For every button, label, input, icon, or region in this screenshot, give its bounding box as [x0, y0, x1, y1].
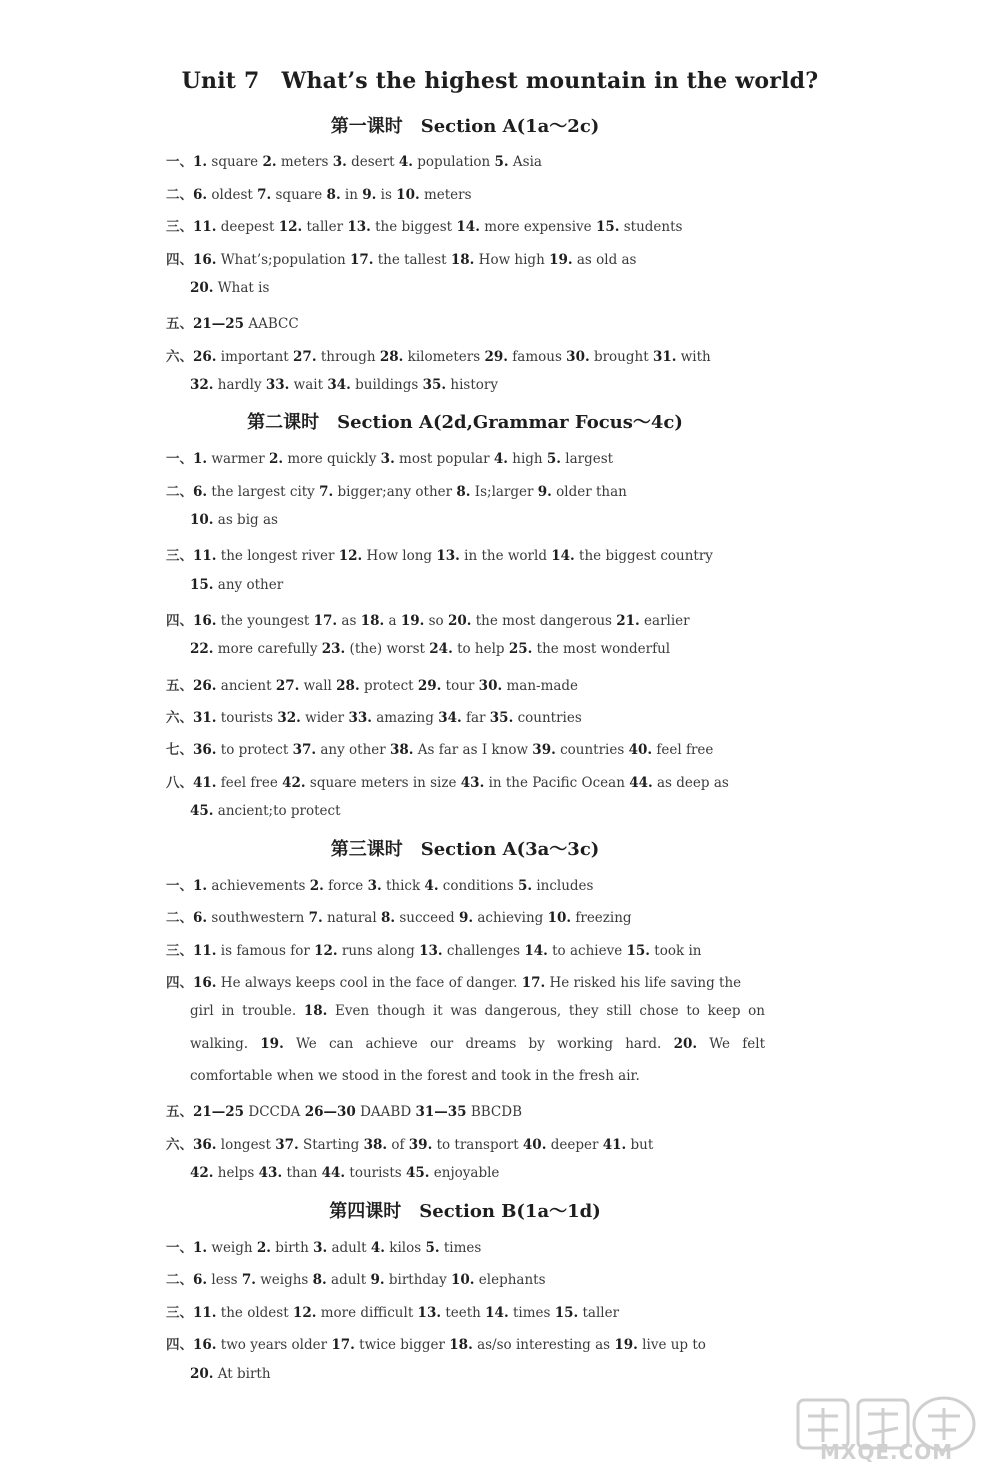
- answer-line: 42. helps 43. than 44. tourists 45. enjoyable: [190, 1165, 500, 1181]
- lesson-label: 第二课时: [247, 412, 320, 433]
- answer-line: 六、26. important 27. through 28. kilometers 29. famous 30. brought 31. with: [166, 349, 711, 365]
- section-name: Section B(1a～1d): [419, 1201, 601, 1222]
- lesson-label: 第三课时: [330, 839, 403, 860]
- answer-line: 10. as big as: [190, 512, 278, 528]
- answer-line: 三、11. the longest river 12. How long 13. in the world 14. the biggest country: [166, 548, 713, 564]
- section-heading: [0, 112, 930, 138]
- answer-line: 二、6. southwestern 7. natural 8. succeed 9. achieving 10. freezing: [166, 910, 632, 926]
- answer-line: 三、11. deepest 12. taller 13. the biggest 14. more expensive 15. students: [166, 219, 683, 235]
- section-name: Section A(3a～3c): [420, 839, 600, 860]
- answer-line: 二、6. oldest 7. square 8. in 9. is 10. meters: [166, 187, 472, 203]
- answer-line: 20. What is: [190, 280, 270, 296]
- answer-line: 六、36. longest 37. Starting 38. of 39. to transport 40. deeper 41. but: [166, 1137, 654, 1153]
- answer-line: girl in trouble. 18. Even though it was dangerous, they still chose to keep on: [190, 1003, 765, 1019]
- answer-line: 四、16. What’s;population 17. the tallest 18. How high 19. as old as: [166, 252, 637, 268]
- unit-title: [0, 68, 1000, 94]
- lesson-label: 第一课时: [330, 116, 403, 137]
- answer-line: 三、11. is famous for 12. runs along 13. challenges 14. to achieve 15. took in: [166, 943, 702, 959]
- unit-number: Unit 7: [181, 68, 260, 94]
- answer-line: 一、1. achievements 2. force 3. thick 4. conditions 5. includes: [166, 878, 594, 894]
- answer-line: 五、21—25 DCCDA 26—30 DAABD 31—35 BBCDB: [166, 1104, 522, 1120]
- answer-line: 32. hardly 33. wait 34. buildings 35. history: [190, 377, 498, 393]
- answer-line: 一、1. warmer 2. more quickly 3. most popular 4. high 5. largest: [166, 451, 614, 467]
- watermark-url: MXQE.COM: [820, 1440, 954, 1464]
- section-heading: [0, 1197, 930, 1223]
- answer-line: 四、16. the youngest 17. as 18. a 19. so 20. the most dangerous 21. earlier: [166, 613, 690, 629]
- answer-line: 20. At birth: [190, 1366, 271, 1382]
- section-heading: [0, 408, 930, 434]
- answer-line: 五、26. ancient 27. wall 28. protect 29. tour 30. man-made: [166, 678, 579, 694]
- unit-question: What’s the highest mountain in the world?: [281, 68, 819, 94]
- answer-line: 一、1. weigh 2. birth 3. adult 4. kilos 5. times: [166, 1240, 482, 1256]
- answer-line: 15. any other: [190, 577, 284, 593]
- answer-line: 七、36. to protect 37. any other 38. As far as I know 39. countries 40. feel free: [166, 742, 714, 758]
- answer-line: 45. ancient;to protect: [190, 803, 341, 819]
- section-heading: [0, 835, 930, 861]
- answer-line: 八、41. feel free 42. square meters in size 43. in the Pacific Ocean 44. as deep as: [166, 775, 729, 791]
- lesson-label: 第四课时: [329, 1201, 402, 1222]
- answer-line: 三、11. the oldest 12. more difficult 13. teeth 14. times 15. taller: [166, 1305, 620, 1321]
- answer-line: walking. 19. We can achieve our dreams by working hard. 20. We felt: [190, 1036, 765, 1052]
- section-name: Section A(1a～2c): [420, 116, 600, 137]
- answer-line: 五、21—25 AABCC: [166, 316, 299, 332]
- section-name: Section A(2d,Grammar Focus～4c): [337, 412, 683, 433]
- answer-line: 二、6. the largest city 7. bigger;any other 8. Is;larger 9. older than: [166, 484, 627, 500]
- answer-line: 四、16. two years older 17. twice bigger 18. as/so interesting as 19. live up to: [166, 1337, 706, 1353]
- answer-line: 22. more carefully 23. (the) worst 24. to help 25. the most wonderful: [190, 641, 671, 657]
- answer-line: 六、31. tourists 32. wider 33. amazing 34. far 35. countries: [166, 710, 582, 726]
- answer-line: 一、1. square 2. meters 3. desert 4. population 5. Asia: [166, 154, 542, 170]
- answer-line: 二、6. less 7. weighs 8. adult 9. birthday 10. elephants: [166, 1272, 546, 1288]
- answer-line: 四、16. He always keeps cool in the face of danger. 17. He risked his life saving the: [166, 975, 742, 991]
- answer-line: comfortable when we stood in the forest and took in the fresh air.: [190, 1068, 640, 1084]
